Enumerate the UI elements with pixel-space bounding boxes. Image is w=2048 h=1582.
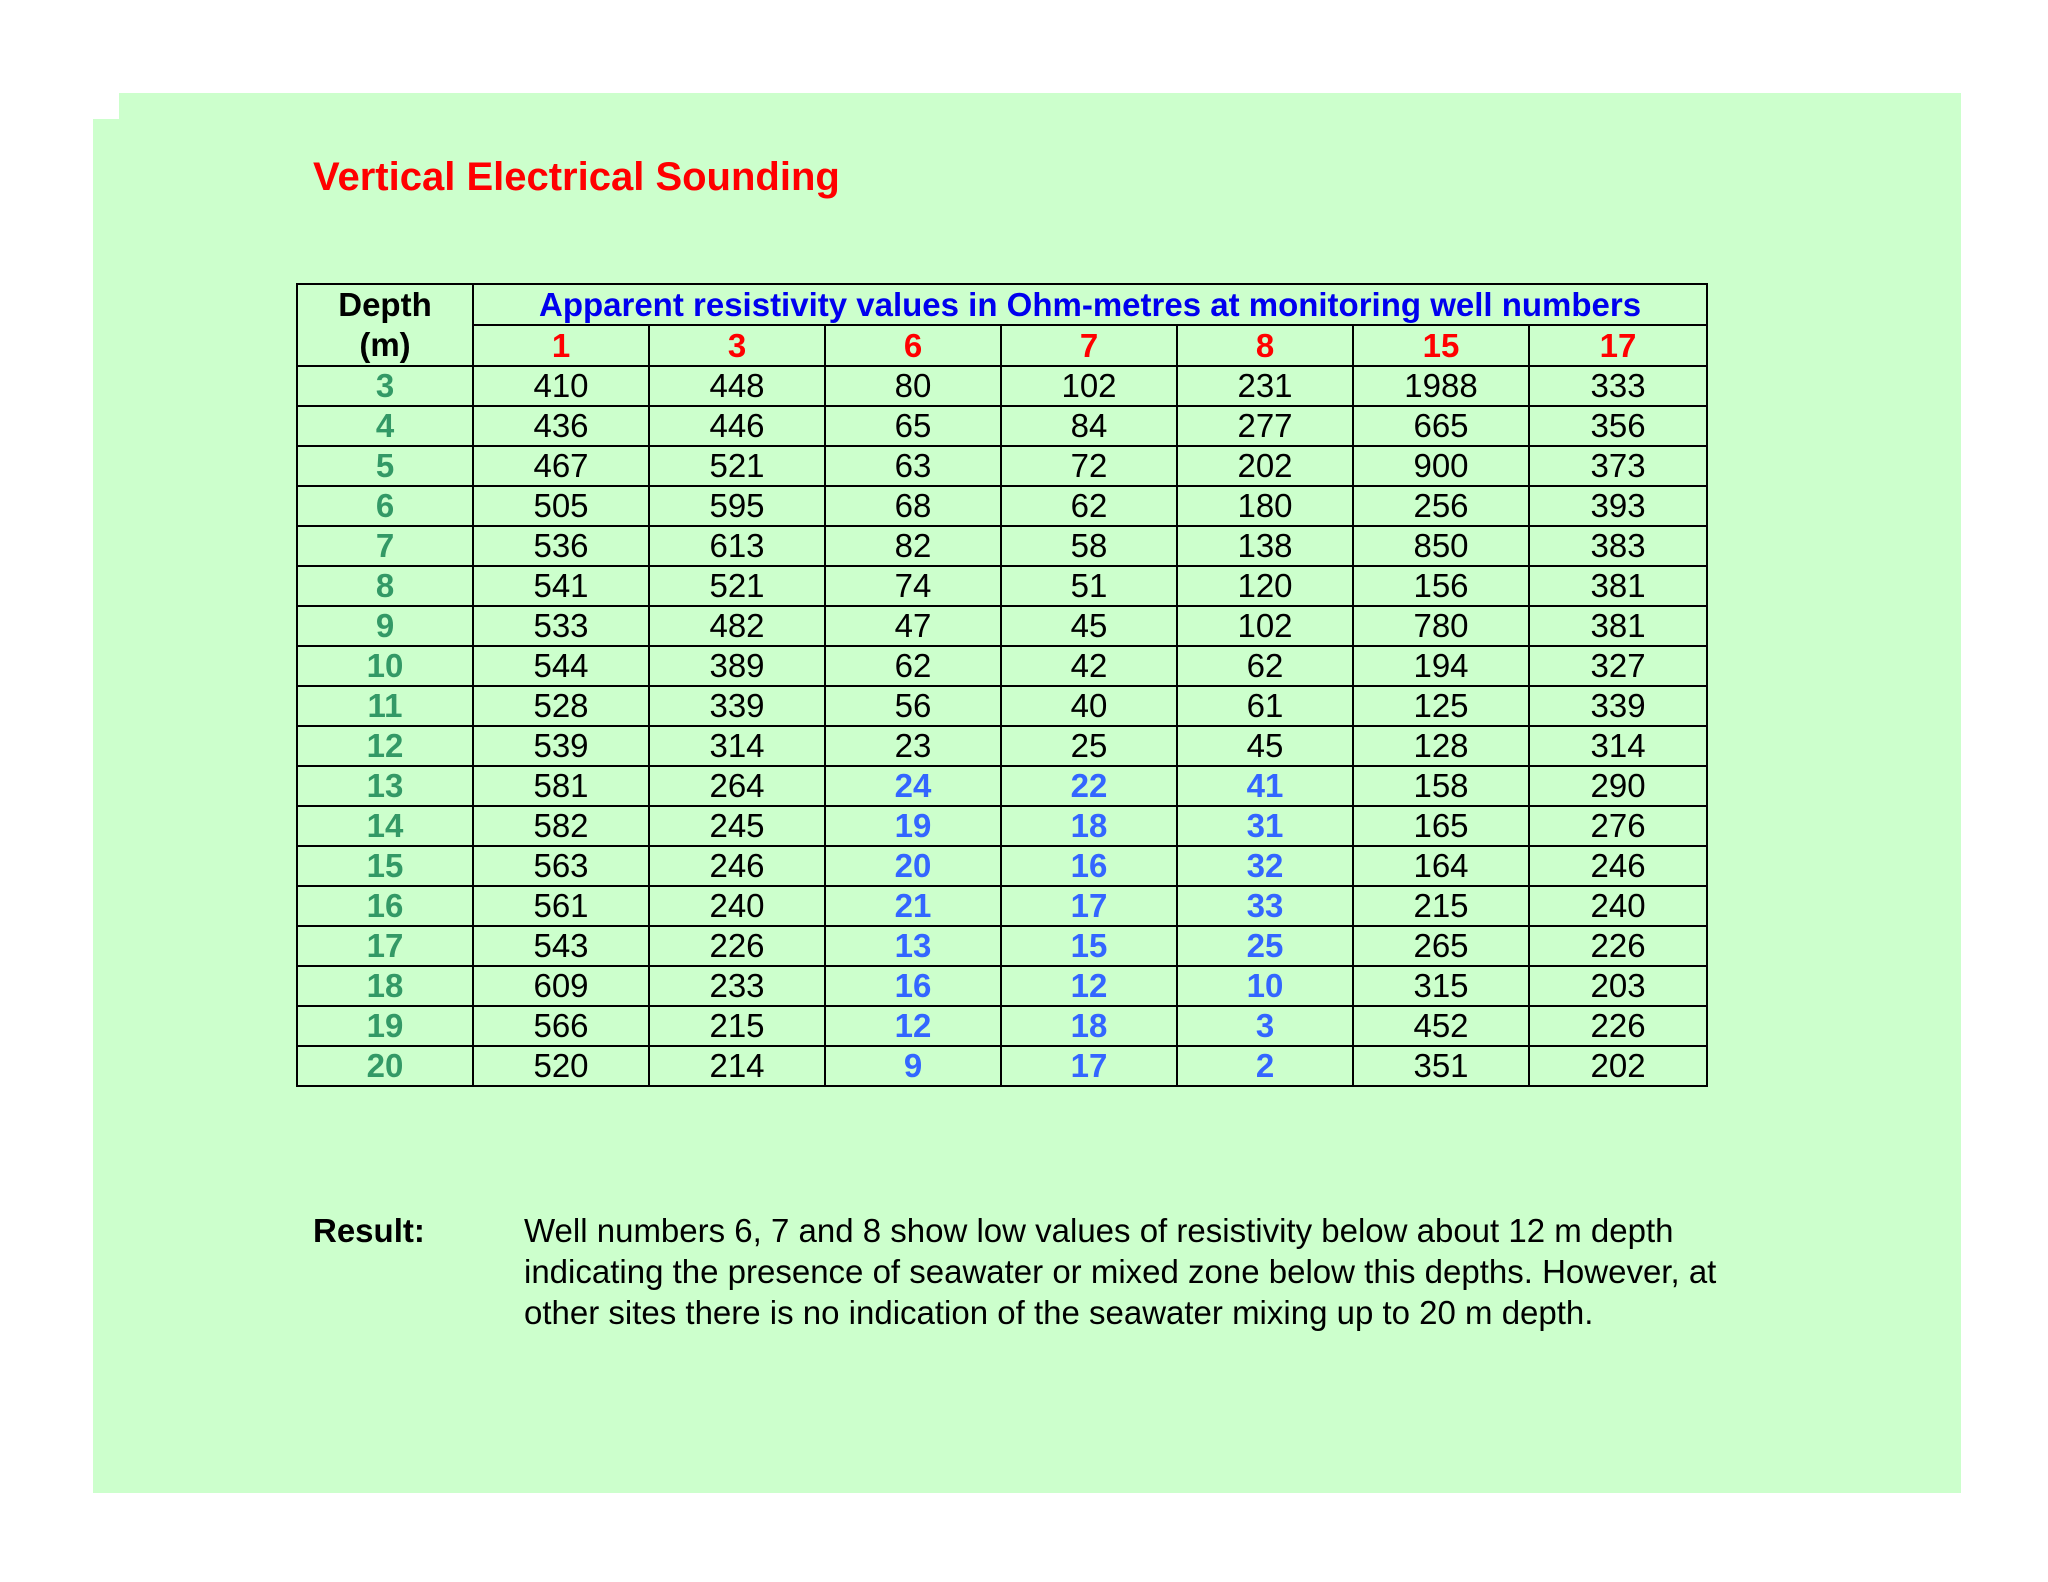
low-resistivity-cell: 20 xyxy=(825,846,1001,886)
resistivity-cell: 452 xyxy=(1353,1006,1529,1046)
table-row xyxy=(297,366,1707,406)
depth-header-label: Depth xyxy=(338,286,432,323)
resistivity-cell: 62 xyxy=(1001,486,1177,526)
resistivity-cell: 80 xyxy=(825,366,1001,406)
low-resistivity-cell: 18 xyxy=(1001,1006,1177,1046)
resistivity-cell: 327 xyxy=(1529,646,1707,686)
resistivity-cell: 850 xyxy=(1353,526,1529,566)
resistivity-cell: 539 xyxy=(473,726,649,766)
resistivity-cell: 339 xyxy=(1529,686,1707,726)
low-resistivity-cell: 9 xyxy=(825,1046,1001,1086)
depth-cell: 6 xyxy=(297,486,473,526)
resistivity-cell: 581 xyxy=(473,766,649,806)
resistivity-cell: 264 xyxy=(649,766,825,806)
resistivity-cell: 245 xyxy=(649,806,825,846)
resistivity-span-header: Apparent resistivity values in Ohm-metres at monitoring well numbers xyxy=(473,284,1707,325)
resistivity-cell: 467 xyxy=(473,446,649,486)
resistivity-cell: 165 xyxy=(1353,806,1529,846)
resistivity-cell: 62 xyxy=(1177,646,1353,686)
resistivity-cell: 125 xyxy=(1353,686,1529,726)
resistivity-cell: 62 xyxy=(825,646,1001,686)
low-resistivity-cell: 17 xyxy=(1001,886,1177,926)
depth-cell: 18 xyxy=(297,966,473,1006)
low-resistivity-cell: 15 xyxy=(1001,926,1177,966)
resistivity-cell: 436 xyxy=(473,406,649,446)
resistivity-cell: 72 xyxy=(1001,446,1177,486)
well-number-row xyxy=(297,325,1707,366)
resistivity-cell: 61 xyxy=(1177,686,1353,726)
resistivity-cell: 51 xyxy=(1001,566,1177,606)
result-label: Result: xyxy=(313,1212,425,1249)
resistivity-cell: 231 xyxy=(1177,366,1353,406)
resistivity-cell: 536 xyxy=(473,526,649,566)
depth-cell: 13 xyxy=(297,766,473,806)
low-resistivity-cell: 16 xyxy=(1001,846,1177,886)
resistivity-cell: 84 xyxy=(1001,406,1177,446)
depth-cell: 17 xyxy=(297,926,473,966)
table-row xyxy=(297,606,1707,646)
resistivity-cell: 410 xyxy=(473,366,649,406)
table-row xyxy=(297,566,1707,606)
resistivity-cell: 566 xyxy=(473,1006,649,1046)
table-row xyxy=(297,406,1707,446)
resistivity-cell: 214 xyxy=(649,1046,825,1086)
resistivity-cell: 102 xyxy=(1177,606,1353,646)
resistivity-cell: 505 xyxy=(473,486,649,526)
depth-cell: 5 xyxy=(297,446,473,486)
low-resistivity-cell: 16 xyxy=(825,966,1001,1006)
table-row xyxy=(297,926,1707,966)
low-resistivity-cell: 10 xyxy=(1177,966,1353,1006)
low-resistivity-cell: 17 xyxy=(1001,1046,1177,1086)
resistivity-cell: 521 xyxy=(649,566,825,606)
low-resistivity-cell: 32 xyxy=(1177,846,1353,886)
depth-header-unit: (m) xyxy=(359,326,411,363)
resistivity-cell: 613 xyxy=(649,526,825,566)
depth-cell: 4 xyxy=(297,406,473,446)
resistivity-cell: 381 xyxy=(1529,566,1707,606)
depth-cell: 3 xyxy=(297,366,473,406)
resistivity-cell: 202 xyxy=(1529,1046,1707,1086)
low-resistivity-cell: 12 xyxy=(1001,966,1177,1006)
depth-cell: 16 xyxy=(297,886,473,926)
resistivity-cell: 23 xyxy=(825,726,1001,766)
low-resistivity-cell: 33 xyxy=(1177,886,1353,926)
resistivity-cell: 373 xyxy=(1529,446,1707,486)
resistivity-cell: 226 xyxy=(1529,926,1707,966)
resistivity-cell: 780 xyxy=(1353,606,1529,646)
resistivity-cell: 58 xyxy=(1001,526,1177,566)
low-resistivity-cell: 18 xyxy=(1001,806,1177,846)
resistivity-cell: 63 xyxy=(825,446,1001,486)
resistivity-cell: 351 xyxy=(1353,1046,1529,1086)
low-resistivity-cell: 21 xyxy=(825,886,1001,926)
resistivity-cell: 164 xyxy=(1353,846,1529,886)
resistivity-cell: 138 xyxy=(1177,526,1353,566)
resistivity-cell: 45 xyxy=(1001,606,1177,646)
low-resistivity-cell: 3 xyxy=(1177,1006,1353,1046)
resistivity-cell: 68 xyxy=(825,486,1001,526)
resistivity-cell: 665 xyxy=(1353,406,1529,446)
resistivity-cell: 56 xyxy=(825,686,1001,726)
low-resistivity-cell: 12 xyxy=(825,1006,1001,1046)
depth-cell: 7 xyxy=(297,526,473,566)
table-body xyxy=(297,366,1707,1086)
resistivity-cell: 233 xyxy=(649,966,825,1006)
low-resistivity-cell: 2 xyxy=(1177,1046,1353,1086)
table-row xyxy=(297,1006,1707,1046)
table-header xyxy=(297,284,1707,366)
table-row xyxy=(297,886,1707,926)
resistivity-cell: 65 xyxy=(825,406,1001,446)
resistivity-cell: 202 xyxy=(1177,446,1353,486)
resistivity-cell: 393 xyxy=(1529,486,1707,526)
resistivity-cell: 563 xyxy=(473,846,649,886)
resistivity-cell: 446 xyxy=(649,406,825,446)
resistivity-cell: 315 xyxy=(1353,966,1529,1006)
resistivity-cell: 1988 xyxy=(1353,366,1529,406)
resistivity-cell: 246 xyxy=(1529,846,1707,886)
low-resistivity-cell: 31 xyxy=(1177,806,1353,846)
depth-cell: 14 xyxy=(297,806,473,846)
resistivity-cell: 40 xyxy=(1001,686,1177,726)
table-row xyxy=(297,1046,1707,1086)
resistivity-cell: 256 xyxy=(1353,486,1529,526)
resistivity-cell: 240 xyxy=(1529,886,1707,926)
resistivity-cell: 333 xyxy=(1529,366,1707,406)
resistivity-cell: 521 xyxy=(649,446,825,486)
resistivity-cell: 180 xyxy=(1177,486,1353,526)
well-number-header: 1 xyxy=(473,325,649,366)
resistivity-table xyxy=(296,283,1708,1087)
resistivity-cell: 120 xyxy=(1177,566,1353,606)
well-number-header: 6 xyxy=(825,325,1001,366)
resistivity-cell: 561 xyxy=(473,886,649,926)
header-row-top xyxy=(297,284,1707,325)
table-row xyxy=(297,766,1707,806)
resistivity-cell: 543 xyxy=(473,926,649,966)
table-row xyxy=(297,446,1707,486)
resistivity-cell: 482 xyxy=(649,606,825,646)
slide-corner-notch xyxy=(93,93,119,119)
well-number-header: 3 xyxy=(649,325,825,366)
resistivity-cell: 276 xyxy=(1529,806,1707,846)
resistivity-cell: 339 xyxy=(649,686,825,726)
resistivity-cell: 314 xyxy=(1529,726,1707,766)
depth-cell: 19 xyxy=(297,1006,473,1046)
resistivity-cell: 246 xyxy=(649,846,825,886)
resistivity-cell: 226 xyxy=(1529,1006,1707,1046)
resistivity-cell: 158 xyxy=(1353,766,1529,806)
resistivity-cell: 277 xyxy=(1177,406,1353,446)
well-number-header: 15 xyxy=(1353,325,1529,366)
resistivity-cell: 215 xyxy=(649,1006,825,1046)
resistivity-cell: 520 xyxy=(473,1046,649,1086)
resistivity-cell: 128 xyxy=(1353,726,1529,766)
resistivity-cell: 582 xyxy=(473,806,649,846)
resistivity-cell: 389 xyxy=(649,646,825,686)
table-row xyxy=(297,486,1707,526)
resistivity-cell: 528 xyxy=(473,686,649,726)
resistivity-cell: 448 xyxy=(649,366,825,406)
resistivity-cell: 42 xyxy=(1001,646,1177,686)
resistivity-cell: 226 xyxy=(649,926,825,966)
resistivity-cell: 203 xyxy=(1529,966,1707,1006)
low-resistivity-cell: 41 xyxy=(1177,766,1353,806)
table-row xyxy=(297,726,1707,766)
depth-column-header xyxy=(297,284,473,366)
depth-cell: 15 xyxy=(297,846,473,886)
resistivity-cell: 194 xyxy=(1353,646,1529,686)
table-row xyxy=(297,966,1707,1006)
resistivity-cell: 82 xyxy=(825,526,1001,566)
table-row xyxy=(297,846,1707,886)
resistivity-cell: 290 xyxy=(1529,766,1707,806)
depth-cell: 10 xyxy=(297,646,473,686)
depth-cell: 20 xyxy=(297,1046,473,1086)
resistivity-cell: 544 xyxy=(473,646,649,686)
resistivity-cell: 25 xyxy=(1001,726,1177,766)
table-row xyxy=(297,646,1707,686)
resistivity-cell: 215 xyxy=(1353,886,1529,926)
resistivity-cell: 45 xyxy=(1177,726,1353,766)
resistivity-cell: 381 xyxy=(1529,606,1707,646)
low-resistivity-cell: 13 xyxy=(825,926,1001,966)
resistivity-cell: 102 xyxy=(1001,366,1177,406)
result-text: Well numbers 6, 7 and 8 show low values of resistivity below about 12 m depth indicating the presence of seawater or mixed zone below this depths. However, at other sites there is no indication of the seawater mixing up to 20 m depth. xyxy=(524,1212,1717,1331)
low-resistivity-cell: 24 xyxy=(825,766,1001,806)
resistivity-cell: 533 xyxy=(473,606,649,646)
table-row xyxy=(297,686,1707,726)
resistivity-cell: 541 xyxy=(473,566,649,606)
table-row xyxy=(297,806,1707,846)
low-resistivity-cell: 25 xyxy=(1177,926,1353,966)
resistivity-cell: 156 xyxy=(1353,566,1529,606)
resistivity-cell: 383 xyxy=(1529,526,1707,566)
resistivity-cell: 240 xyxy=(649,886,825,926)
page-title: Vertical Electrical Sounding xyxy=(313,155,840,199)
table-row xyxy=(297,526,1707,566)
resistivity-cell: 356 xyxy=(1529,406,1707,446)
resistivity-cell: 74 xyxy=(825,566,1001,606)
resistivity-cell: 47 xyxy=(825,606,1001,646)
resistivity-cell: 609 xyxy=(473,966,649,1006)
low-resistivity-cell: 19 xyxy=(825,806,1001,846)
resistivity-cell: 265 xyxy=(1353,926,1529,966)
well-number-header: 17 xyxy=(1529,325,1707,366)
resistivity-cell: 595 xyxy=(649,486,825,526)
depth-cell: 8 xyxy=(297,566,473,606)
low-resistivity-cell: 22 xyxy=(1001,766,1177,806)
depth-cell: 11 xyxy=(297,686,473,726)
depth-cell: 9 xyxy=(297,606,473,646)
resistivity-cell: 900 xyxy=(1353,446,1529,486)
well-number-header: 7 xyxy=(1001,325,1177,366)
resistivity-cell: 314 xyxy=(649,726,825,766)
depth-cell: 12 xyxy=(297,726,473,766)
well-number-header: 8 xyxy=(1177,325,1353,366)
